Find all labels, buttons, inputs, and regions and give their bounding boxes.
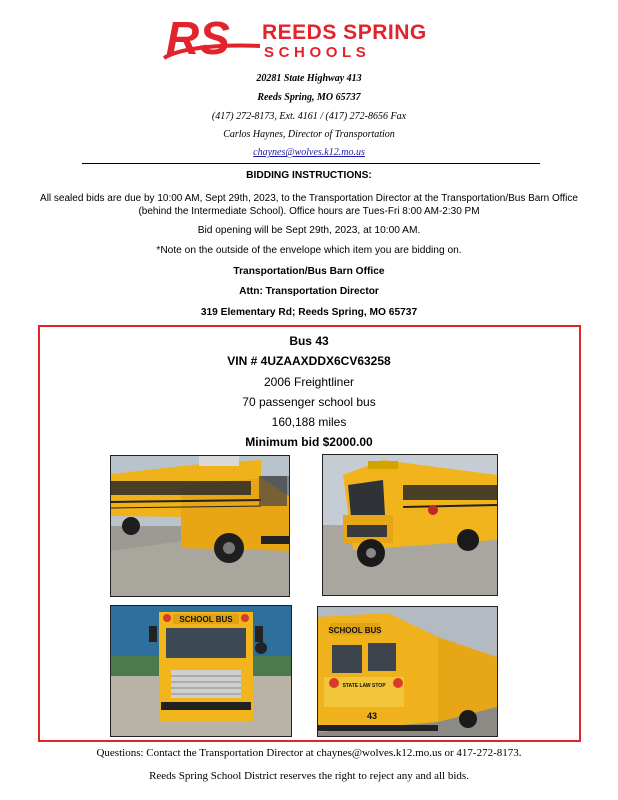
bus-capacity: 70 passenger school bus — [242, 395, 376, 409]
office-address: 319 Elementary Rd; Reeds Spring, MO 65737 — [200, 307, 418, 318]
school-name-line1: REEDS SPRING — [262, 21, 427, 44]
footer-questions: Questions: Contact the Transportation Director at chaynes@wolves.k12.mo.us or 417-272-8173. — [96, 747, 522, 759]
logo-initials: RS — [166, 12, 230, 64]
instructions-paragraph: All sealed bids are due by 10:00 AM, Sept 29th, 2023, to the Transportation Director at the Transportation/Bus Barn Office (behind the Intermediate School). Office hours are Tues-Fri 8:00 AM-2:30 PM — [40, 193, 578, 217]
bus-model: 2006 Freightliner — [263, 375, 355, 389]
bus-vin: VIN # 4UZAAXDDX6CV63258 — [227, 354, 391, 368]
photo-stop-text: STATE LAW STOP — [342, 683, 386, 689]
director-line: Carlos Haynes, Director of Transportation — [223, 129, 395, 140]
bus-name: Bus 43 — [289, 334, 329, 348]
bus-mileage: 160,188 miles — [271, 415, 347, 429]
minimum-bid: Minimum bid $2000.00 — [245, 435, 373, 449]
photo-sign-rear: SCHOOL BUS — [328, 626, 382, 635]
email-link[interactable]: chaynes@wolves.k12.mo.us — [253, 147, 365, 158]
email-row — [0, 147, 618, 158]
bus-photo-front-angle — [322, 454, 498, 596]
photo-bus-number: 43 — [366, 711, 378, 721]
school-name — [262, 22, 427, 62]
bus-photo-front — [110, 605, 292, 737]
footer-rights: Reeds Spring School District reserves the right to reject any and all bids. — [149, 770, 469, 782]
address-line1: 20281 State Highway 413 — [256, 73, 362, 84]
envelope-note: *Note on the outside of the envelope which item you are bidding on. — [156, 245, 462, 256]
attn-line: Attn: Transportation Director — [239, 286, 379, 297]
photo-sign-front: SCHOOL BUS — [179, 615, 233, 624]
bus-photo-rear — [317, 606, 498, 737]
bid-opening: Bid opening will be Sept 29th, 2023, at 10:00 AM. — [197, 225, 421, 236]
header-divider — [82, 163, 540, 164]
address-line2: Reeds Spring, MO 65737 — [257, 92, 361, 103]
phone-line: (417) 272-8173, Ext. 4161 / (417) 272-8656 Fax — [211, 111, 407, 122]
instructions-heading: BIDDING INSTRUCTIONS: — [246, 170, 372, 181]
office-name: Transportation/Bus Barn Office — [233, 266, 385, 277]
school-name-line2: SCHOOLS — [264, 44, 371, 61]
bus-photo-side — [110, 455, 290, 597]
